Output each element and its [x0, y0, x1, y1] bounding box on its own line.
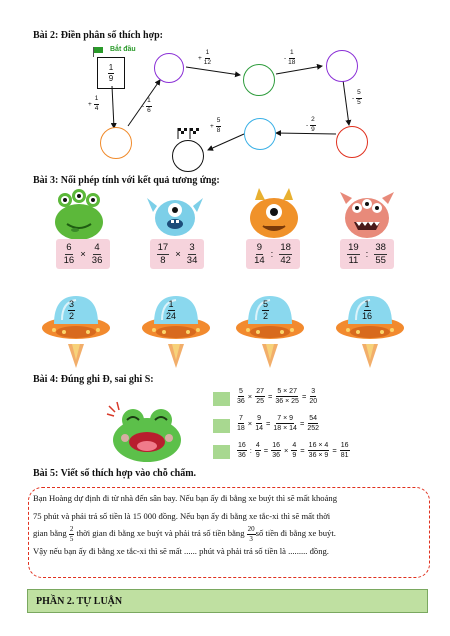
op-d: 9 [311, 125, 315, 133]
green-monster-icon [45, 188, 113, 240]
card-frac-d: 8 [160, 254, 166, 266]
op-n: 1 [94, 96, 100, 105]
part2-title: PHẦN 2. TỰ LUẬN [36, 595, 123, 607]
card-frac-d: 42 [280, 254, 291, 266]
op-sign: - [306, 121, 309, 129]
line3-part-a: gian bằng [33, 528, 67, 538]
frog-icon [105, 398, 187, 464]
card-frac-n: 6 [66, 242, 72, 253]
answer-circle-6[interactable] [244, 118, 276, 150]
result-3[interactable] [262, 300, 269, 321]
answer-box-2[interactable] [213, 419, 230, 433]
line3-frac-n: 2 [69, 524, 74, 533]
card-frac-d: 16 [63, 254, 75, 266]
answer-circle-3[interactable] [326, 50, 358, 82]
bai4-title: Bài 4: Đúng ghi Đ, sai ghi S: [33, 374, 154, 385]
op-n: 1 [146, 98, 152, 107]
card-frac-d: 34 [186, 254, 198, 266]
op-n: 1 [205, 50, 211, 59]
op-label-4 [142, 98, 152, 114]
bai5-line-3 [33, 525, 425, 543]
card-frac-d: 11 [348, 254, 359, 266]
line3-part-b: thời gian đi bằng xe buýt và phải trả số tiền bằng [76, 528, 245, 538]
card-frac-d: 55 [375, 254, 386, 266]
equation-2: $\frac{7}{18}$ × $\frac{9}{14}$ = $\frac{7 \times 9}{18 \times 14}$ = $\frac{54}{252}$ [237, 415, 320, 432]
start-box [97, 57, 125, 89]
line3-part-c: số tiền đi bằng xe buýt. [255, 528, 336, 538]
result-n: 1 [168, 299, 174, 309]
card-frac-n: 19 [348, 242, 359, 253]
expression-card-2[interactable] [150, 239, 204, 269]
op-n: 2 [310, 117, 316, 126]
op-n: 1 [289, 50, 295, 59]
bai5-line-1: Bạn Hoàng dự định đi từ nhà đến sân bay. Nếu bạn ấy đi bằng xe buýt thì sẽ mất khoảng [33, 493, 337, 503]
checkered-flag-icon [176, 126, 202, 138]
card-frac-n: 38 [375, 242, 386, 253]
bai5-title: Bài 5: Viết số thích hợp vào chỗ chấm. [33, 468, 197, 479]
start-frac-d: 9 [108, 73, 114, 83]
result-1[interactable] [68, 300, 75, 321]
result-d: 24 [166, 311, 177, 321]
expression-card-4[interactable] [340, 239, 394, 269]
result-2[interactable] [166, 300, 176, 321]
result-4[interactable] [362, 300, 372, 321]
op-label-1 [198, 50, 211, 66]
bai5-line-4: Vậy nếu bạn ấy đi bằng xe tắc-xi thì sẽ mất ...... phút và phải trả số tiền là ......... đồng. [33, 545, 329, 556]
op-label-6 [210, 118, 221, 134]
result-n: 1 [364, 299, 370, 309]
op-d: 5 [357, 98, 361, 106]
result-d: 2 [69, 311, 75, 321]
answer-circle-5[interactable] [336, 126, 368, 158]
orange-monster-icon [245, 186, 303, 240]
pink-monster-icon [338, 186, 396, 240]
card-frac-n: 17 [157, 242, 169, 253]
line3-frac2-d: 3 [249, 534, 253, 543]
op-d: 18 [288, 58, 296, 66]
expression-card-1[interactable] [56, 239, 110, 269]
answer-box-1[interactable] [213, 392, 230, 406]
card-frac-n: 3 [189, 242, 195, 253]
bai2-title: Bài 2: Điền phân số thích hợp: [33, 30, 164, 41]
op-d: 4 [94, 104, 99, 112]
ufo-icon [236, 296, 304, 368]
result-n: 3 [69, 299, 75, 309]
card-frac-n: 18 [280, 242, 291, 253]
op-n: 5 [216, 118, 222, 127]
op-d: 8 [216, 126, 221, 134]
op-d: 6 [147, 106, 151, 114]
start-label: Bắt đầu [110, 46, 136, 53]
answer-box-3[interactable] [213, 445, 230, 459]
ufo-icon [42, 296, 110, 368]
bai5-text [33, 490, 425, 560]
result-n: 5 [263, 299, 269, 309]
equation-1: $\frac{5}{36}$ × $\frac{27}{25}$ = $\frac{5 \times 27}{36 \times 25}$ = $\frac{3}{20}$ [237, 388, 318, 405]
op-n: 5 [356, 90, 362, 99]
op-label-2 [284, 50, 295, 66]
answer-circle-2[interactable] [243, 64, 275, 96]
card-operator: : [365, 248, 369, 260]
op-label-7 [306, 117, 316, 133]
line3-frac2-n: 20 [247, 524, 255, 533]
flag-icon [92, 44, 106, 54]
op-sign: - [284, 54, 287, 62]
card-frac-n: 9 [256, 242, 263, 253]
bai3-title: Bài 3: Nối phép tính với kết quả tương ứng: [33, 175, 220, 186]
op-label-3 [88, 96, 99, 112]
answer-circle-1[interactable] [154, 53, 184, 83]
answer-circle-4[interactable] [100, 127, 132, 159]
op-sign: + [88, 100, 92, 108]
result-d: 2 [263, 311, 269, 321]
card-frac-d: 36 [91, 254, 103, 266]
card-operator: × [175, 248, 181, 260]
card-frac-n: 4 [94, 242, 100, 253]
result-d: 16 [362, 311, 373, 321]
expression-card-3[interactable] [246, 239, 300, 269]
start-frac-n: 1 [108, 62, 114, 72]
op-sign: + [210, 122, 214, 130]
card-frac-d: 14 [254, 254, 265, 266]
blue-monster-icon [145, 188, 205, 240]
finish-circle[interactable] [172, 140, 204, 172]
bai5-line-2: 75 phút và phải trả số tiền là 15 000 đồng. Nếu bạn ấy đi bằng xe tắc-xi thì sẽ mất thời [33, 510, 331, 521]
op-label-5 [352, 90, 362, 106]
card-operator: × [80, 248, 86, 260]
op-sign: - [142, 102, 145, 110]
op-sign: - [352, 94, 355, 102]
card-operator: : [270, 248, 274, 260]
line3-frac-d: 5 [69, 534, 74, 543]
op-d: 12 [203, 58, 212, 66]
bai2-arrows [0, 0, 450, 180]
op-sign: + [198, 54, 202, 62]
equation-3: $\frac{16}{36}$ : $\frac{4}{9}$ = $\frac{16}{36}$ × $\frac{4}{9}$ = $\frac{16 \times 4}{36 \times 9}$ = $\frac{16}{81}$ [238, 442, 349, 459]
part2-banner [27, 589, 428, 613]
